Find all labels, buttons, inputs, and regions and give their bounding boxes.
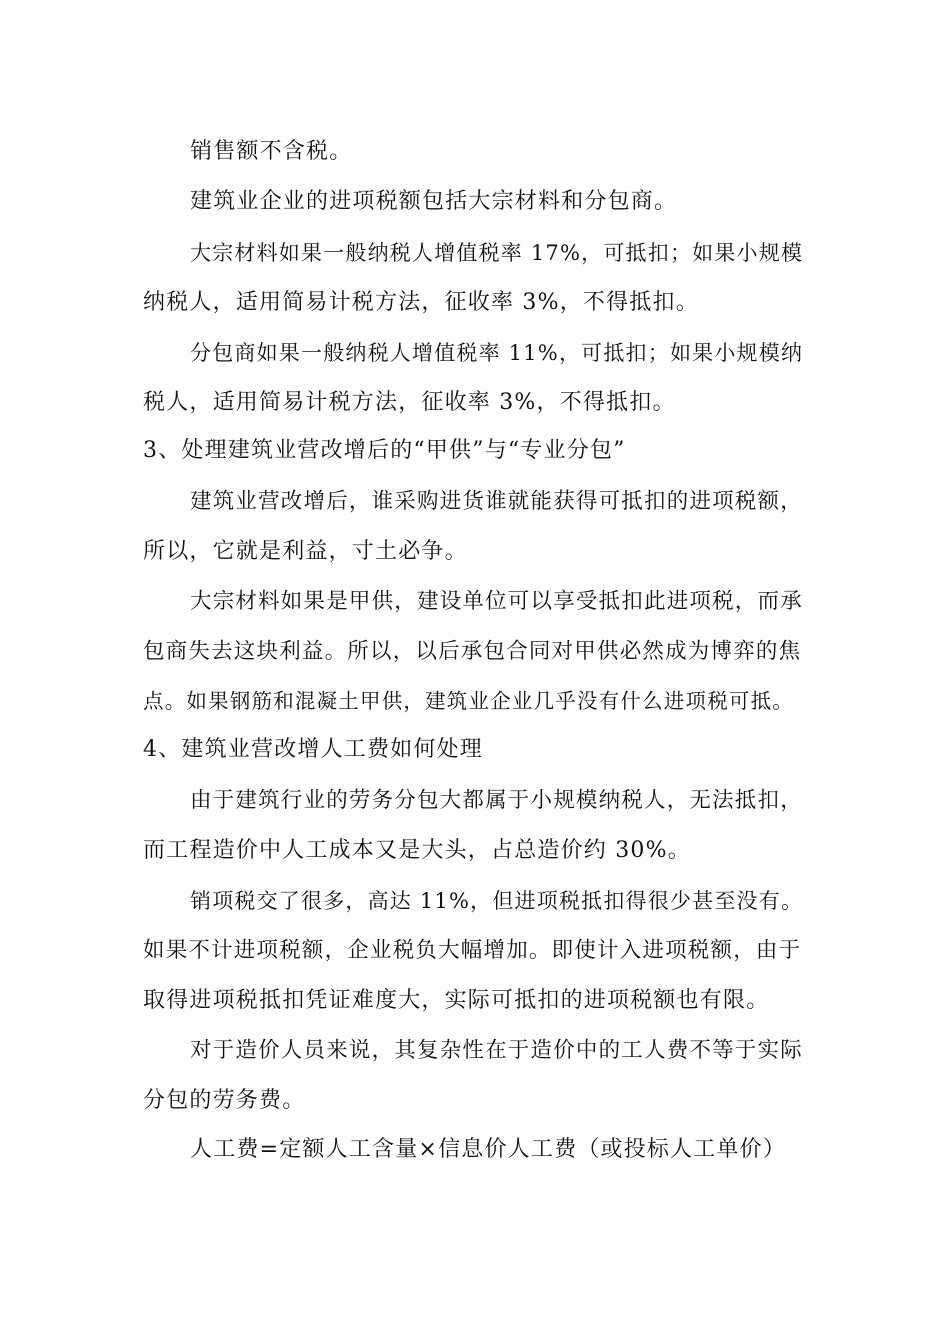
text-line: 税人，适用简易计税方法，征收率 3%，不得抵扣。 [143, 390, 676, 415]
text-line: 销项税交了很多，高达 11%，但进项税抵扣得很少甚至没有。 [190, 889, 804, 913]
section-heading: 4、建筑业营改增人工费如何处理 [143, 737, 483, 762]
section-heading: 3、处理建筑业营改增后的“甲供”与“专业分包” [143, 438, 626, 463]
text-line: 销售额不含税。 [190, 139, 353, 164]
text-line: 包商失去这块利益。所以，以后承包合同对甲供必然成为博弈的焦 [143, 639, 802, 664]
text-line: 点。如果钢筋和混凝土甲供，建筑业企业几乎没有什么进项税可抵。 [143, 689, 794, 713]
text-line: 纳税人，适用简易计税方法，征收率 3%，不得抵扣。 [143, 290, 699, 315]
text-line: 所以，它就是利益，寸土必争。 [143, 539, 468, 564]
text-line: 大宗材料如果一般纳税人增值税率 17%，可抵扣；如果小规模 [190, 241, 804, 265]
formula-line: 人工费=定额人工含量×信息价人工费（或投标人工单价） [190, 1137, 787, 1162]
text-line: 取得进项税抵扣凭证难度大，实际可抵扣的进项税额也有限。 [143, 988, 770, 1013]
text-line: 分包的劳务费。 [143, 1088, 306, 1113]
text-line: 对于造价人员来说，其复杂性在于造价中的工人费不等于实际 [190, 1038, 803, 1063]
text-line: 建筑业企业的进项税额包括大宗材料和分包商。 [190, 189, 678, 214]
text-line: 大宗材料如果是甲供，建设单位可以享受抵扣此进项税，而承 [190, 589, 803, 614]
text-line: 建筑业营改增后，谁采购进货谁就能获得可抵扣的进项税额， [190, 489, 803, 514]
text-line: 分包商如果一般纳税人增值税率 11%，可抵扣；如果小规模纳 [190, 341, 804, 365]
text-line: 如果不计进项税额，企业税负大幅增加。即使计入进项税额，由于 [143, 938, 802, 963]
text-line: 而工程造价中人工成本又是大头，占总造价约 30%。 [143, 838, 691, 863]
text-line: 由于建筑行业的劳务分包大都属于小规模纳税人，无法抵扣， [190, 788, 803, 813]
